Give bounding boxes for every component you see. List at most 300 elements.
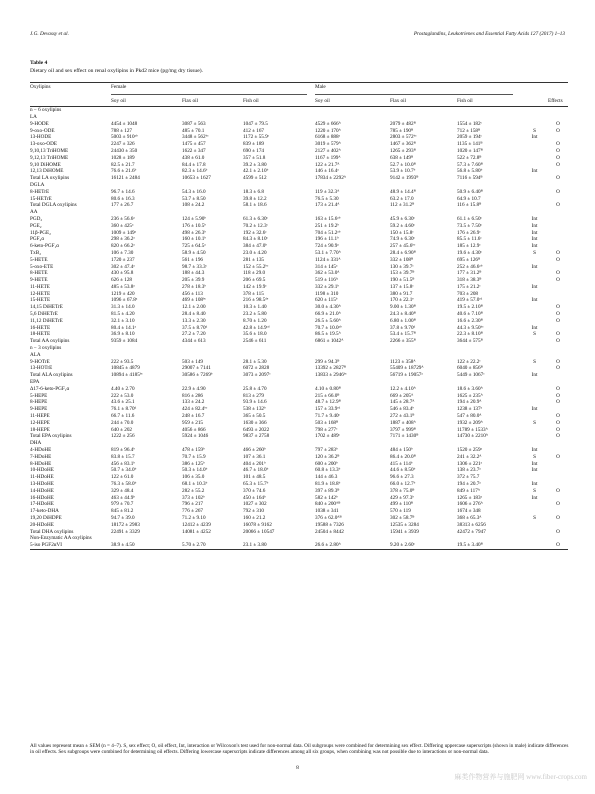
table-cell — [390, 114, 457, 121]
table-cell: Int — [531, 243, 538, 250]
table-cell: 724 ± 90.9ᵃ — [315, 243, 339, 250]
table-cell: 18172 ± 2983 — [111, 521, 140, 528]
table-cell: O — [556, 426, 560, 433]
col-male-flax: Flax oil — [390, 98, 457, 107]
table-cell: 84.4 ± 17.8 — [182, 161, 206, 168]
table-cell: 412 ± 167 — [243, 127, 265, 134]
table-cell: O — [556, 385, 560, 392]
table-cell: 28.4 ± 8.40 — [182, 311, 206, 318]
table-cell: 4.10 ± 0.80ᴮ — [315, 385, 341, 392]
table-cell — [548, 481, 568, 488]
table-cell: O — [556, 453, 560, 460]
table-cell: 76.1 ± 8.70ᵈ — [111, 406, 137, 413]
table-cell — [548, 495, 568, 502]
table-cell: 85.5 ± 11.6ᶜ — [457, 236, 482, 243]
table-cell: O — [556, 277, 560, 284]
table-cell: 332 ± 108ᴮ — [390, 256, 414, 263]
table-cell: 23.1 ± 3.80 — [243, 542, 315, 549]
table-cell: 1520 ± 259ᵃ — [457, 447, 483, 454]
oxylipin-name: 11β-PGE₂ — [30, 229, 51, 236]
oxylipin-name: 5-HEPE — [30, 392, 48, 399]
oxylipin-name: 6-keto-PGF₁α — [30, 243, 60, 250]
table-cell: 64.9 ± 10.7 — [457, 195, 481, 202]
table-cell: 2247 ± 326 — [111, 141, 135, 148]
table-cell: 1123 ± 358ᴬ — [390, 358, 416, 365]
table-cell: 318 ± 38.3ᴮ — [457, 277, 482, 284]
table-cell: 376 ± 62.0ᴬᴮ — [315, 514, 342, 521]
table-cell: 1265 ± 293ᴮ — [390, 147, 416, 154]
table-cell: 1124 ± 331ᴬ — [315, 256, 341, 263]
section-label: n − 6 oxylipins — [30, 107, 62, 114]
table-cell: 119 ± 32.3ᴬ — [315, 188, 340, 195]
table-cell: 82.3 ± 14.6ᵇ — [182, 168, 208, 175]
table-cell: 12412 ± 4239 — [182, 521, 211, 528]
table-cell: 55409 ± 18729ᴬ — [390, 365, 424, 372]
table-cell: 76.6 ± 21.6ᵇ — [111, 168, 137, 175]
oxylipin-name: 19,20 DiHDPE — [30, 514, 62, 521]
table-cell: 272 ± 43.1ᴮ — [390, 413, 415, 420]
oxylipin-name: Total AA oxylipins — [30, 338, 70, 345]
table-cell — [111, 440, 182, 447]
table-cell: 215 ± 66.0ᴮ — [315, 392, 340, 399]
table-cell: 44.3 ± 9.50ᵇᶜ — [457, 324, 484, 331]
oxylipin-name: 13-HOTrE — [30, 365, 53, 372]
table-cell — [243, 379, 315, 386]
table-row — [30, 433, 568, 440]
table-cell: 192 ± 32.6ᶜ — [243, 229, 267, 236]
table-row — [30, 304, 568, 311]
table-cell: 42.8 ± 14.9ᶜᵈ — [243, 324, 270, 331]
table-cell: 299 ± 94.3ᴮ — [315, 358, 340, 365]
table-cell: 485 ± 53.8ᵃ — [111, 283, 135, 290]
oxylipin-name: 12-HEPE — [30, 419, 50, 426]
table-cell: 478 ± 159ᵇ — [182, 447, 205, 454]
table-cell: 53.7 ± 8.50 — [182, 195, 206, 202]
table-cell: 796 ± 217 — [182, 501, 204, 508]
table-cell: 206 ± 69.5 — [243, 277, 266, 284]
table-cell: 314 ± 145ᵃ — [315, 263, 338, 270]
table-cell: S — [533, 331, 536, 338]
table-cell: 1096 ± 67.8ᵃ — [111, 297, 138, 304]
table-cell: 16121 ± 2484 — [111, 175, 140, 182]
table-cell: 116 ± 15.8ᴮ — [457, 202, 482, 209]
table-cell: O — [556, 501, 560, 508]
oxylipin-name: Total DHA oxylipins — [30, 528, 74, 535]
section-label: EPA — [30, 379, 40, 386]
table-header-row-2 — [30, 98, 568, 107]
table-cell: O — [556, 120, 560, 127]
table-row — [30, 420, 568, 427]
table-cell: S — [533, 419, 536, 426]
table-cell: 7171 ± 1430ᴮ — [390, 433, 419, 440]
table-cell: 4.40 ± 2.70 — [111, 385, 135, 392]
table-cell: 157 ± 33.9ᶜᵈ — [315, 406, 341, 413]
table-cell: 120 ± 36.2ᴮ — [315, 453, 340, 460]
table-cell: 4529 ± 666ᴬ — [315, 120, 341, 127]
oxylipin-name: 5,6 DiHETrE — [30, 311, 58, 318]
table-cell — [315, 182, 390, 189]
table-cell: 70.7 ± 10.0ᵃᵇ — [315, 324, 342, 331]
table-row — [30, 216, 568, 223]
running-header — [30, 31, 565, 41]
table-cell — [315, 209, 390, 216]
table-cell — [521, 508, 548, 515]
table-cell: Int — [531, 215, 538, 222]
table-cell — [521, 291, 548, 298]
table-cell: 1219 ± 420 — [111, 290, 135, 297]
table-cell — [548, 168, 568, 175]
table-cell: 27.2 ± 7.20 — [182, 331, 206, 338]
table-cell: O — [556, 419, 560, 426]
section-row — [30, 440, 568, 447]
oxylipin-name: Total ALA oxylipins — [30, 372, 73, 379]
table-cell: 1027 ± 302 — [243, 501, 267, 508]
table-cell: 22491 ± 3329 — [111, 528, 140, 535]
table-cell: 792 ± 310 — [243, 508, 265, 515]
table-cell — [521, 182, 548, 189]
table-cell: 9359 ± 1084 — [111, 338, 138, 345]
table-cell: 1467 ± 362ᴮ — [390, 141, 416, 148]
table-cell: O — [556, 154, 560, 161]
table-cell — [182, 379, 243, 386]
table-cell — [182, 107, 243, 114]
table-cell: 137 ± 15.8ᶜ — [390, 283, 414, 290]
table-cell — [243, 209, 315, 216]
table-cell — [548, 467, 568, 474]
table-cell — [182, 209, 243, 216]
table-cell — [390, 107, 457, 114]
table-cell: 11789 ± 1533ᴬ — [457, 426, 488, 433]
oxylipin-name: 10-HDoHE — [30, 467, 54, 474]
header-journal: Prostaglandins, Leukotrienes and Essential Fatty Acids 127 (2017) 1–13 — [413, 31, 565, 37]
table-cell: 2059 ± 194ᶜ — [457, 134, 482, 141]
table-cell — [182, 352, 243, 359]
oxylipin-name: 14,15 DiHETrE — [30, 304, 63, 311]
table-row — [30, 447, 568, 454]
table-cell: 9.20 ± 2.60ᶜ — [390, 542, 457, 549]
table-cell — [315, 379, 390, 386]
table-cell: 3797 ± 999ᴮ — [390, 426, 416, 433]
col-female-flax: Flax oil — [182, 98, 243, 107]
table-cell: 712 ± 158ᴮ — [457, 127, 481, 134]
table-cell: 17834 ± 2292ᴬ — [315, 175, 346, 182]
table-row — [30, 230, 568, 237]
table-cell: O — [556, 311, 560, 318]
table-cell: 56.8 ± 5.80ᵇ — [457, 168, 483, 175]
table-cell: 138 ± 23.7ᵃ — [457, 467, 481, 474]
table-cell — [521, 189, 548, 196]
table-cell: 979 ± 70.7 — [111, 501, 134, 508]
table-cell: 146 ± 16.4ᵃ — [315, 168, 339, 175]
table-cell: 547 ± 80.0ᴬ — [457, 413, 482, 420]
table-cell: 56719 ± 19057ᵃ — [390, 372, 423, 379]
table-cell: 378 ± 75.0ᴮ — [390, 487, 415, 494]
oxylipin-name: 11,12 DiHETrE — [30, 317, 63, 324]
table-cell: 6072 ± 2828 — [243, 365, 270, 372]
table-cell: 1625 ± 235ᴬ — [457, 392, 483, 399]
table-footnote: All values represent mean ± SEM (n = 4–7). S, sex effect; O, oil effect, Int, interaction or Wilcoxon's test used for non-normal data. Oil subgroups were combined for determining sex effect. Differing uppercase superscripts (shown in male) indicate differences in oil effects. Sex subgroups were combined for determining oil effects. Differing lowercase superscripts indicate differences among all six groups, when combining was not possible due to interactions or non-normal data. — [30, 743, 569, 756]
oxylipin-name: 5-oxo-ETE — [30, 263, 54, 270]
table-cell: 145 ± 28.7ᴬ — [390, 399, 415, 406]
table-cell: 176 ± 26.9ᶜ — [457, 229, 481, 236]
table-cell — [548, 352, 568, 359]
table-cell: 2266 ± 355ᴮ — [390, 338, 416, 345]
table-cell: 66.0 ± 12.7ᵇ — [390, 481, 416, 487]
table-cell: 152 ± 55.2ᵇᶜ — [243, 263, 269, 270]
table-cell: 570 ± 119 — [390, 508, 411, 515]
table-cell: 10894 ± 4185ᵇᶜ — [111, 372, 143, 379]
table-cell: 19.6 ± 4.30ᶜ — [457, 249, 482, 256]
oxylipin-name: 9-HODE — [30, 120, 49, 127]
table-cell: O — [556, 514, 560, 521]
table-cell: 397 ± 89.3ᴮ — [315, 487, 340, 494]
table-cell: 561 ± 196 — [182, 256, 204, 263]
table-cell — [521, 155, 548, 162]
oxylipin-name: 9,12,13 TriHOME — [30, 154, 69, 161]
table-cell — [521, 121, 548, 128]
table-cell: Int — [531, 372, 538, 379]
table-cell: O — [556, 392, 560, 399]
table-cell: 669 ± 205ᴬ — [390, 392, 414, 399]
table-cell — [548, 134, 568, 141]
table-cell: Int — [531, 460, 538, 467]
table-cell — [457, 209, 521, 216]
table-cell — [390, 379, 457, 386]
table-cell: 4599 ± 512 — [243, 175, 267, 182]
table-cell: 58.1 ± 18.6 — [243, 202, 267, 209]
table-cell: 6493 ± 2022 — [243, 426, 270, 433]
table-cell: 106 ± 7.30 — [111, 249, 134, 256]
table-row — [30, 515, 568, 522]
table-cell — [457, 535, 521, 542]
table-cell: 3448 ± 562ᵇᶜ — [182, 134, 209, 141]
table-cell: 1720 ± 237 — [111, 256, 135, 263]
table-cell: 424 ± 82.4ᵇᶜ — [182, 406, 208, 413]
table-cell: 703 ± 208 — [457, 290, 479, 297]
table-cell — [243, 352, 315, 359]
table-cell: 373 ± 102ᵇ — [182, 494, 205, 501]
section-label: Non-Enzymatic AA oxylipins — [30, 535, 92, 542]
table-cell: O — [556, 358, 560, 365]
table-cell — [548, 406, 568, 413]
table-cell: 6.80 ± 1.00ᴮ — [390, 317, 416, 324]
table-cell: 133 ± 24.2 — [182, 399, 205, 406]
table-cell: 1932 ± 209ᴬ — [457, 419, 483, 426]
table-cell — [521, 196, 548, 203]
table-row — [30, 461, 568, 468]
oxylipin-name: 9-HETE — [30, 277, 48, 284]
table-cell — [390, 440, 457, 447]
table-cell: 466 ± 260ᵇ — [243, 447, 266, 454]
table-cell: 176 ± 10.5ᵇ — [182, 222, 206, 229]
section-row — [30, 209, 568, 216]
table-cell — [521, 529, 548, 536]
table-cell: 820 ± 66.2ᵃ — [111, 243, 135, 250]
table-cell — [111, 535, 182, 542]
table-cell: 1622 ± 347 — [182, 147, 206, 154]
table-cell: 582 ± 142ᵇ — [315, 494, 338, 501]
table-cell: 797 ± 283ᵇ — [315, 447, 338, 454]
oxylipin-name: 5-HETE — [30, 256, 48, 263]
table-cell — [521, 474, 548, 481]
table-cell: Int — [531, 222, 538, 229]
table-cell — [457, 182, 521, 189]
table-row — [30, 413, 568, 420]
table-cell: 1554 ± 182ᶜ — [457, 120, 482, 127]
table-cell: 704 ± 51.2ᵃᵇ — [315, 229, 341, 236]
table-cell: 370 ± 74.6 — [243, 487, 266, 494]
table-cell: 12.1 ± 2.00 — [182, 304, 206, 311]
col-effects: Effects — [548, 98, 568, 107]
table-cell: 30586 ± 7269ᵇ — [182, 372, 213, 379]
table-cell: O — [556, 317, 560, 324]
table-cell: 38313 ± 6256 — [457, 521, 486, 528]
table-cell: 456 ± 113 — [182, 290, 203, 297]
table-cell — [521, 386, 548, 393]
table-cell: 35.6 ± 18.0 — [243, 331, 267, 338]
table-cell: 1198 ± 310 — [315, 290, 339, 297]
table-cell — [548, 216, 568, 223]
section-row — [30, 114, 568, 121]
table-cell: 640 ± 202 — [111, 426, 133, 433]
table-cell: 150 ± 15.8ᶜ — [390, 229, 414, 236]
table-cell — [457, 352, 521, 359]
table-cell: 2546 ± 611 — [243, 338, 267, 345]
table-cell: 2127 ± 402ᴬ — [315, 147, 341, 154]
table-cell: 2079 ± 482ᴮ — [390, 120, 416, 127]
table-cell: 463 ± 44.9ᵇ — [111, 494, 135, 501]
table-cell: Int — [531, 494, 538, 501]
oxylipin-name: Total DGLA oxylipins — [30, 202, 77, 209]
table-cell: 71.2 ± 9.10 — [182, 514, 206, 521]
table-row — [30, 325, 568, 332]
table-cell: 71.7 ± 9.40ᶜ — [315, 413, 340, 420]
table-cell: 177 ± 26.7 — [111, 202, 134, 209]
table-cell: 5.70 ± 2.70 — [182, 542, 243, 549]
table-cell — [521, 270, 548, 277]
table-cell: 845 ± 81.2 — [111, 508, 134, 515]
table-cell: O — [556, 141, 560, 148]
table-cell: 1238 ± 137ᵃ — [457, 406, 483, 413]
table-cell: 19588 ± 7326 — [315, 521, 344, 528]
table-cell: 776 ± 267 — [182, 508, 204, 515]
table-cell: O — [556, 147, 560, 154]
col-group-male: Male — [315, 83, 521, 98]
table-cell — [521, 338, 548, 345]
table-cell — [521, 379, 548, 386]
table-cell: 80.4 ± 14.1ᵃ — [111, 324, 137, 331]
table-cell: 5003 ± 910ᵃᵇ — [111, 134, 138, 141]
table-cell: 160 ± 10.1ᵇ — [182, 236, 206, 243]
oxylipin-name: PGD₂ — [30, 215, 43, 222]
table-cell: 1167 ± 199ᴬ — [315, 154, 341, 161]
table-cell: 39.8 ± 12.2 — [243, 195, 267, 202]
table-cell — [243, 535, 315, 542]
table-cell — [548, 447, 568, 454]
table-cell: 50.3 ± 14.0ᵇ — [182, 467, 208, 474]
oxylipin-name: 17-keto-DHA — [30, 508, 59, 515]
table-cell — [548, 440, 568, 447]
table-cell — [548, 196, 568, 203]
table-cell: 48.9 ± 14.4ᴮ — [390, 188, 416, 195]
table-row — [30, 270, 568, 277]
table-cell — [111, 379, 182, 386]
table-cell: Int — [531, 324, 538, 331]
table-cell: 10653 ± 1627 — [182, 175, 211, 182]
table-cell — [315, 114, 390, 121]
table-cell: 48.7 ± 12.9ᴮ — [315, 399, 341, 406]
oxylipin-name: 15-HETrE — [30, 195, 52, 202]
table-cell: 522 ± 72.8ᴮ — [457, 154, 482, 161]
table-cell — [548, 372, 568, 379]
table-row — [30, 128, 568, 135]
table-cell: 44.6 ± 8.50ᵇ — [390, 467, 416, 474]
table-cell — [457, 379, 521, 386]
table-cell: 37.8 ± 9.70ᵈ — [390, 324, 416, 331]
table-cell: 10845 ± 4879 — [111, 365, 140, 372]
table-cell: 620 ± 115ᵇ — [315, 297, 338, 304]
table-cell: 13.3 ± 2.30 — [182, 317, 206, 324]
table-cell: 1306 ± 221ᵃ — [457, 460, 483, 467]
table-cell: 22.9 ± 4.90 — [182, 385, 206, 392]
table-cell: S — [533, 487, 536, 494]
table-cell: 7116 ± 594ᴮ — [457, 175, 483, 182]
table-cell: 695 ± 126ᴮ — [457, 256, 481, 263]
section-row — [30, 345, 568, 352]
table-cell: 37.5 ± 8.70ᵈ — [182, 324, 208, 331]
table-cell: 70.2 ± 12.3ᶜ — [243, 222, 268, 229]
table-cell: 3019 ± 579ᴬ — [315, 141, 341, 148]
oxylipin-name: 18-HEPE — [30, 426, 50, 433]
table-cell: 840 ± 200ᴬᴮ — [315, 501, 341, 508]
table-cell: 1606 ± 276ᴬ — [457, 501, 483, 508]
oxylipin-name: 18-HETE — [30, 331, 51, 338]
table-cell: 380 ± 91.7 — [390, 290, 413, 297]
table-cell: 40.6 ± 7.10ᴮ — [457, 311, 483, 318]
table-cell: 5449 ± 1067ᶜ — [457, 372, 485, 379]
table-cell: 28.4 ± 6.90ᴮ — [390, 249, 416, 256]
oxylipin-name: 4-HDoHE — [30, 447, 52, 454]
table-cell — [521, 427, 548, 434]
table-cell — [548, 522, 568, 529]
table-cell: 29007 ± 7141 — [182, 365, 211, 372]
table-cell: 248 ± 16.7 — [182, 413, 205, 420]
table-row — [30, 393, 568, 400]
table-cell: 6168 ± 888ᵃ — [315, 134, 341, 141]
table-cell — [111, 352, 182, 359]
table-cell: O — [556, 175, 560, 182]
table-cell: 216 ± 98.5ᵈᵉ — [243, 297, 269, 304]
table-cell — [548, 461, 568, 468]
table-cell: 9142 ± 1993ᴮ — [390, 175, 419, 182]
oxylipin-name: 13-HDoHE — [30, 481, 54, 487]
table-row — [30, 277, 568, 284]
table-cell: 785 ± 190ᴮ — [390, 127, 414, 134]
table-cell — [315, 345, 390, 352]
table-row — [30, 243, 568, 250]
table-cell: 332 ± 29.1ᵇ — [315, 283, 339, 290]
table-cell: 3087 ± 563 — [182, 120, 206, 127]
table-cell: 190 ± 51.5ᴮ — [390, 277, 415, 284]
col-male-soy: Soy oil — [315, 98, 390, 107]
table-cell: 185 ± 12.9ᶜ — [457, 243, 481, 250]
table-cell: 788 ± 127 — [111, 127, 133, 134]
table-header-row-1 — [30, 83, 568, 98]
table-cell: O — [556, 487, 560, 494]
table-row — [30, 175, 568, 182]
section-label: DGLA — [30, 181, 45, 188]
table-cell: O — [556, 161, 560, 168]
